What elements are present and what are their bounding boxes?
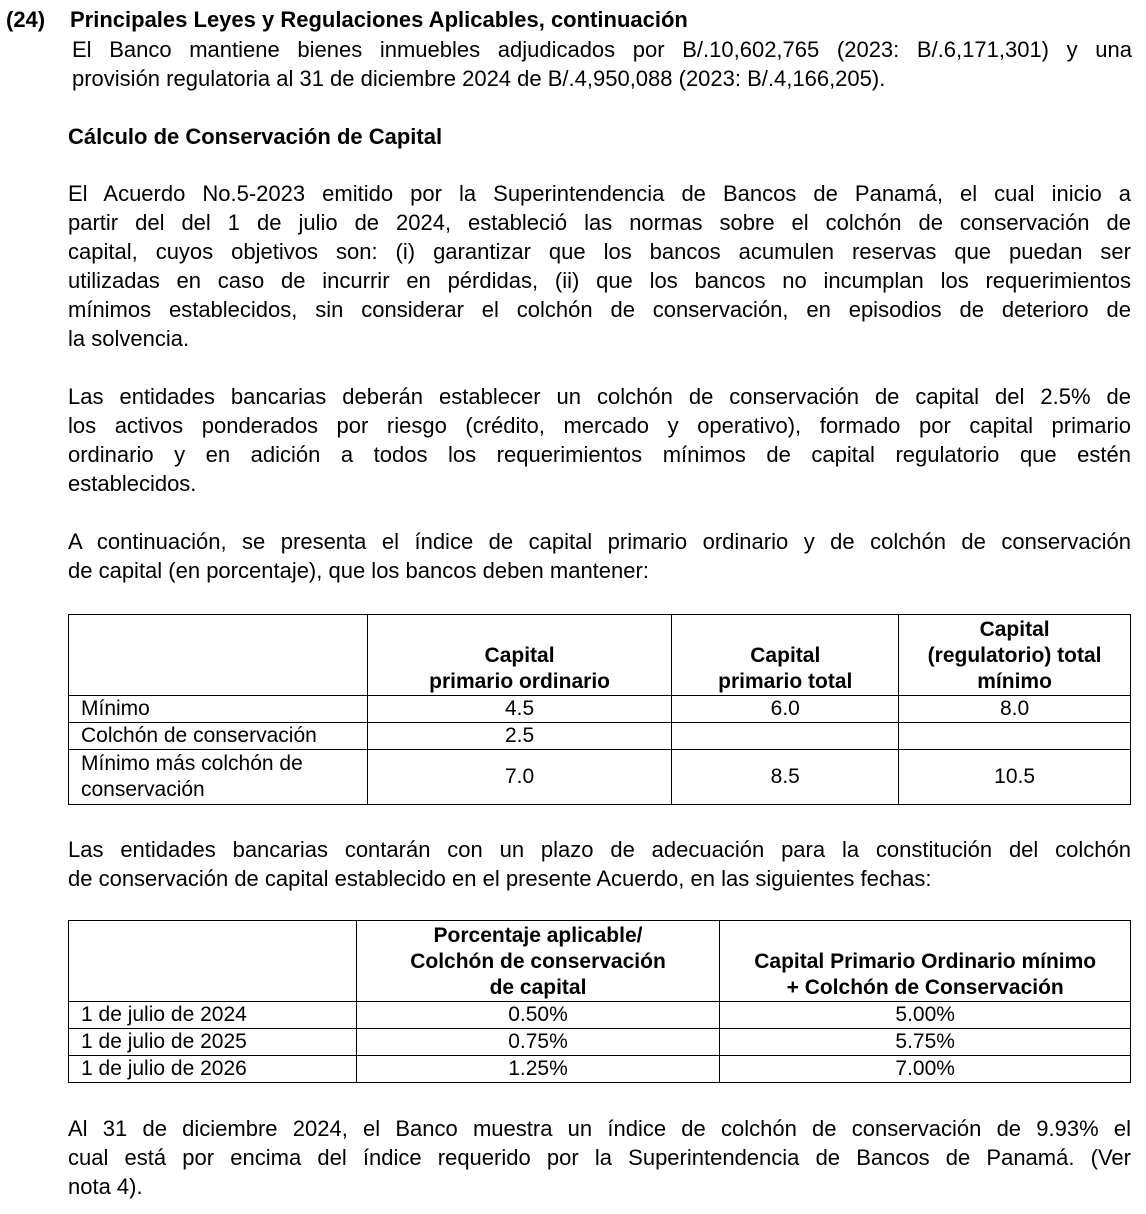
header-line: Capital (979, 618, 1050, 641)
header-line: + Colchón de Conservación (786, 976, 1064, 999)
table-header-cell (720, 921, 1131, 1002)
table-header-empty (69, 615, 368, 696)
capital-index-table (68, 614, 1131, 805)
header-line: (regulatorio) total (927, 644, 1102, 667)
header-line: Colchón de conservación (410, 950, 666, 973)
header-line: primario ordinario (429, 670, 610, 693)
header-line: primario total (718, 670, 853, 693)
paragraph-line: El Acuerdo No.5-2023 emitido por la Superintendencia de Bancos de Panamá, el cual inicio a (68, 181, 1131, 206)
row-label-line: conservación (81, 778, 205, 801)
table-cell: 8.0 (899, 696, 1131, 723)
table-cell: 0.50% (356, 1002, 720, 1029)
paragraph-line: El Banco mantiene bienes inmuebles adjudicados por B/.10,602,765 (2023: B/.6,171,301) y una (72, 37, 1132, 62)
table-cell (672, 723, 899, 750)
table-header-cell (899, 615, 1131, 696)
paragraph-line: A continuación, se presenta el índice de capital primario ordinario y de colchón de conservación (68, 529, 1131, 554)
row-label: Mínimo (69, 696, 368, 723)
table-cell: 7.00% (720, 1056, 1131, 1083)
paragraph-line: cual está por encima del índice requerido por la Superintendencia de Bancos de Panamá. (Ver (68, 1145, 1131, 1170)
paragraph-1 (68, 179, 1131, 353)
paragraph-line: mínimos establecidos, sin considerar el colchón de conservación, en episodios de deterioro de (68, 297, 1131, 322)
table-cell (899, 723, 1131, 750)
table-cell: 0.75% (356, 1029, 720, 1056)
table-row (69, 723, 1131, 750)
paragraph-line: de capital (en porcentaje), que los bancos deben mantener: (68, 558, 649, 583)
section-title: Cálculo de Conservación de Capital (68, 124, 443, 149)
note-number: (24) (6, 7, 46, 32)
note-heading (6, 6, 688, 34)
paragraph-line: capital, cuyos objetivos son: (i) garantizar que los bancos acumulen reservas que puedan ser (68, 239, 1131, 264)
table-row (69, 1056, 1131, 1083)
table-cell: 10.5 (899, 750, 1131, 805)
note-title: Principales Leyes y Regulaciones Aplicables, continuación (70, 7, 688, 32)
header-line: Capital (484, 644, 555, 667)
table-header-cell (367, 615, 672, 696)
table-cell: 5.00% (720, 1002, 1131, 1029)
table-cell: 8.5 (672, 750, 899, 805)
row-label (69, 750, 368, 805)
table-header-empty (69, 921, 357, 1002)
table-row (69, 696, 1131, 723)
paragraph-5 (68, 1114, 1131, 1201)
paragraph-line: la solvencia. (68, 326, 190, 351)
header-line: Porcentaje aplicable/ (433, 924, 643, 947)
paragraph-line: utilizadas en caso de incurrir en pérdidas, (ii) que los bancos no incumplan los requerimientos (68, 268, 1131, 293)
row-label-line: Mínimo más colchón de (81, 752, 303, 775)
header-line: de capital (489, 976, 587, 999)
header-line: mínimo (977, 670, 1052, 693)
table-cell: 4.5 (367, 696, 672, 723)
table-cell: 1.25% (356, 1056, 720, 1083)
intro-paragraph (72, 35, 1132, 93)
paragraph-line: los activos ponderados por riesgo (crédito, mercado y operativo), formado por capital primario (68, 413, 1131, 438)
table-row (69, 1029, 1131, 1056)
paragraph-line: de conservación de capital establecido en el presente Acuerdo, en las siguientes fechas: (68, 866, 932, 891)
row-label: Colchón de conservación (69, 723, 368, 750)
paragraph-line: Las entidades bancarias deberán establecer un colchón de conservación de capital del 2.5% de (68, 384, 1131, 409)
paragraph-3 (68, 527, 1131, 585)
table-header-cell (356, 921, 720, 1002)
table-cell: 7.0 (367, 750, 672, 805)
header-line: Capital (750, 644, 821, 667)
table-row (69, 750, 1131, 805)
paragraph-line: nota 4). (68, 1174, 143, 1199)
paragraph-line: Las entidades bancarias contarán con un plazo de adecuación para la constitución del colchón (68, 837, 1131, 862)
paragraph-line: Al 31 de diciembre 2024, el Banco muestra un índice de colchón de conservación de 9.93% el (68, 1116, 1131, 1141)
schedule-table (68, 920, 1131, 1083)
table-header-row (69, 921, 1131, 1002)
table-cell: 6.0 (672, 696, 899, 723)
paragraph-line: provisión regulatoria al 31 de diciembre 2024 de B/.4,950,088 (2023: B/.4,166,205). (72, 66, 886, 91)
table-cell: 5.75% (720, 1029, 1131, 1056)
paragraph-line: ordinario y en adición a todos los requerimientos mínimos de capital regulatorio que estén (68, 442, 1131, 467)
header-line: Capital Primario Ordinario mínimo (754, 950, 1097, 973)
table-header-row (69, 615, 1131, 696)
paragraph-line: partir del del 1 de julio de 2024, estableció las normas sobre el colchón de conservación de (68, 210, 1131, 235)
paragraph-line: establecidos. (68, 471, 197, 496)
table-cell: 2.5 (367, 723, 672, 750)
row-label: 1 de julio de 2025 (69, 1029, 357, 1056)
table-row (69, 1002, 1131, 1029)
row-label: 1 de julio de 2026 (69, 1056, 357, 1083)
paragraph-2 (68, 382, 1131, 498)
row-label: 1 de julio de 2024 (69, 1002, 357, 1029)
table-header-cell (672, 615, 899, 696)
paragraph-4 (68, 835, 1131, 893)
